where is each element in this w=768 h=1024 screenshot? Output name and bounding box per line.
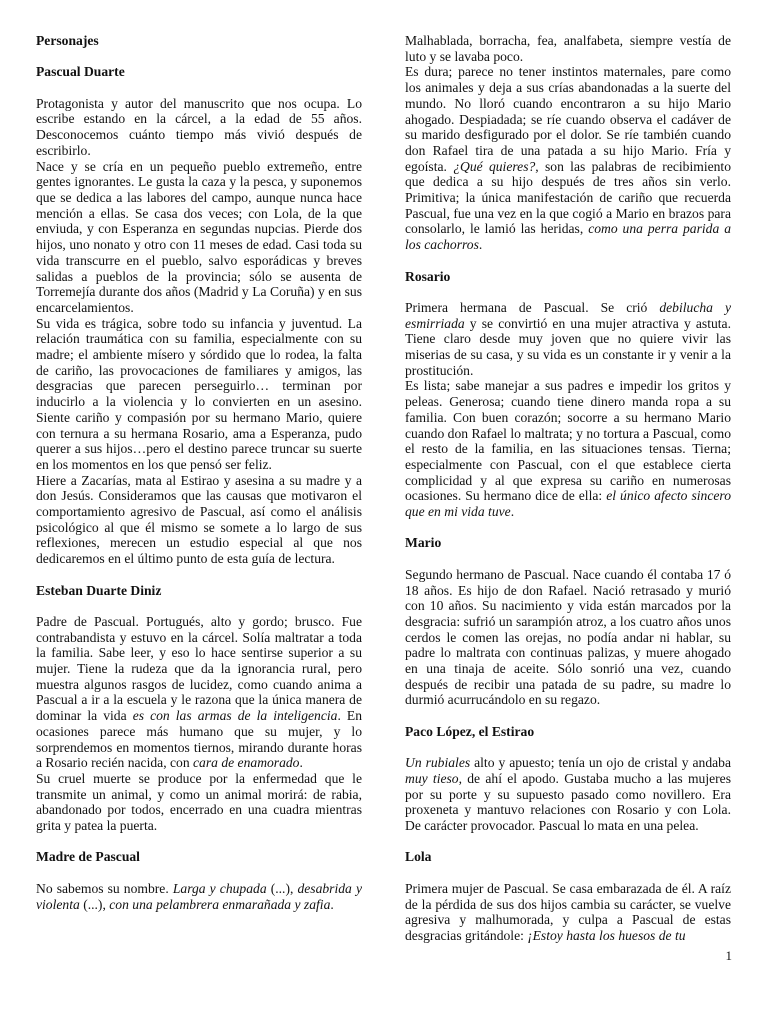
left-column [36,33,362,912]
paragraph: Nace y se cría en un pequeño pueblo extremeño, entre gentes ignorantes. Le gusta la caza y la pesca, y suponemos que se dedica a las labores del campo, aunque nunca hace mención a ellas. Se casa dos veces; con Lola, de la que enviuda, y con Esperanza en segundas nupcias. Pierde dos hijos, uno nonato y otro con 11 meses de edad. Casi toda su vida transcurre en el pueblo, salvo esporádicas y breves salidas a pueblos de la provincia; sólo se ausenta de Torremejía durante dos años (Madrid y La Coruña) y en sus encarcelamientos. [36,158,362,315]
paragraph: Un rubiales alto y apuesto; tenía un ojo de cristal y andaba muy tieso, de ahí el apodo. Gustaba mucho a las mujeres por su porte y su supuesto pasado como novillero. Era proxeneta y mantuvo relaciones con Rosario y con Lola. De carácter provocador. Pascual lo mata en una pelea. [405,755,731,834]
right-column [405,33,731,944]
heading-paco-lopez: Paco López, el Estirao [405,723,535,739]
heading-pascual-duarte: Pascual Duarte [36,64,125,80]
paragraph: Malhablada, borracha, fea, analfabeta, siempre vestía de luto y se lavaba poco. [405,33,731,64]
paragraph: Protagonista y autor del manuscrito que nos ocupa. Lo escribe estando en la cárcel, a la edad de 55 años. Desconocemos cuánto tiempo más vivió después de escribirlo. [36,95,362,158]
heading-madre-de-pascual: Madre de Pascual [36,849,140,865]
paragraph: Hiere a Zacarías, mata al Estirao y asesina a su madre y a don Jesús. Consideramos que las causas que motivaron el comportamiento agresivo de Pascual, así como el análisis psicológico al que él mismo se somete a lo largo de sus reflexiones, merecen un estudio especial al que nos dedicaremos en el último punto de esta guía de lectura. [36,472,362,567]
paragraph: Es dura; parece no tener instintos maternales, pare como los animales y deja a sus crías abandonadas a la suerte del mundo. No lloró cuando encontraron a su hijo Mario ahogado. Despiadada; se ríe cuando observa el cadáver de su marido desfigurado por el dolor. Se ríe también cuando don Rafael tira de una patada a su hijo Mario. Fría y egoísta. ¿Qué quieres?, son las palabras de recibimiento que dedica a su hijo después de tres años sin verlo. Primitiva; la única manifestación de cariño que recuerda Pascual, fue una vez en la que cogió a Mario en brazos para consolarlo, le lamió las heridas, como una perra parida a los cachorros. [405,64,731,253]
heading-esteban-duarte: Esteban Duarte Diniz [36,582,162,598]
paragraph: Su vida es trágica, sobre todo su infancia y juventud. La relación traumática con su familia, especialmente con su madre; el ambiente mísero y sórdido que lo rodea, la falta de cariño, las provocaciones de familiares y amigos, las desgracias que parecen perseguirlo… terminan por inducirlo a la violencia y lo convierten en un asesino. Siente cariño y compasión por su hermano Mario, quiere con ternura a su hermana Rosario, ama a Esperanza, pudo querer a sus hijos…pero el destino parece truncar su suerte en los momentos en los que pensó ser feliz. [36,315,362,472]
paragraph: Segundo hermano de Pascual. Nace cuando él contaba 17 ó 18 años. Es hijo de don Rafael. Nació retrasado y murió con 10 años. Su nacimiento y vida están marcados por la desgracia: sufrió un sarampión atroz, a los cuatro años unos cerdos le comen las orejas, no podía andar ni hablar, su padre lo maltrata con continuas palizas, y muere ahogado en una tinaja de aceite. Sólo sonrió una vez, cuando después de recibir una patada de su padre, su madre lo durmió acurrucándolo en su regazo. [405,566,731,708]
paragraph: Padre de Pascual. Portugués, alto y gordo; brusco. Fue contrabandista y estuvo en la cárcel. Solía maltratar a toda la familia. Sabe leer, y eso lo hace sentirse superior a su mujer. Tiene la rudeza que da la ignorancia rural, pero muestra algunos rasgos de lucidez, como cuando anima a Pascual a ir a la escuela y le razona que la única manera de dominar la vida es con las armas de la inteligencia. En ocasiones parece más humano que su mujer, y lo sorprendemos en momentos tiernos, mirando durante horas a Rosario recién nacida, con cara de enamorado. [36,613,362,771]
paragraph: Es lista; sabe manejar a sus padres e impedir los gritos y peleas. Generosa; cuando tiene dinero manda ropa a su familia. Con buen corazón; socorre a su hermano Mario cuando don Rafael lo maltrata; y no tortura a Pascual, como el resto de la familia, en las situaciones tensas. Tierna; especialmente con Pascual, con el que establece cierta complicidad y al que expresa su cariño en numerosas ocasiones. Su hermano dice de ella: el único afecto sincero que en mi vida tuve. [405,378,732,520]
page-number: 1 [725,948,732,963]
heading-lola: Lola [405,849,432,865]
heading-rosario: Rosario [405,268,451,284]
paragraph: Primera hermana de Pascual. Se crió debilucha y esmirriada y se convirtió en una mujer atractiva y astuta. Tiene claro desde muy joven que no quiere vivir las miserias de su casa, y su vida es un constante ir y venir a la prostitución. [405,299,731,378]
paragraph: Primera mujer de Pascual. Se casa embarazada de él. A raíz de la pérdida de sus dos hijos cambia su carácter, se vuelve agresiva y malhumorada, y culpa a Pascual de estas desgracias gritándole: ¡Estoy hasta los huesos de tu [405,880,731,943]
heading-mario: Mario [405,535,442,551]
paragraph: No sabemos su nombre. Larga y chupada (...), desabrida y violenta (...), con una pelambrera enmarañada y zafia. [36,880,362,912]
section-heading-personajes: Personajes [36,33,99,48]
paragraph: Su cruel muerte se produce por la enfermedad que le transmite un animal, y como un animal morirá: de rabia, abandonado por todos, encerrado en una cuadra mientras grita y patea la puerta. [36,770,362,834]
